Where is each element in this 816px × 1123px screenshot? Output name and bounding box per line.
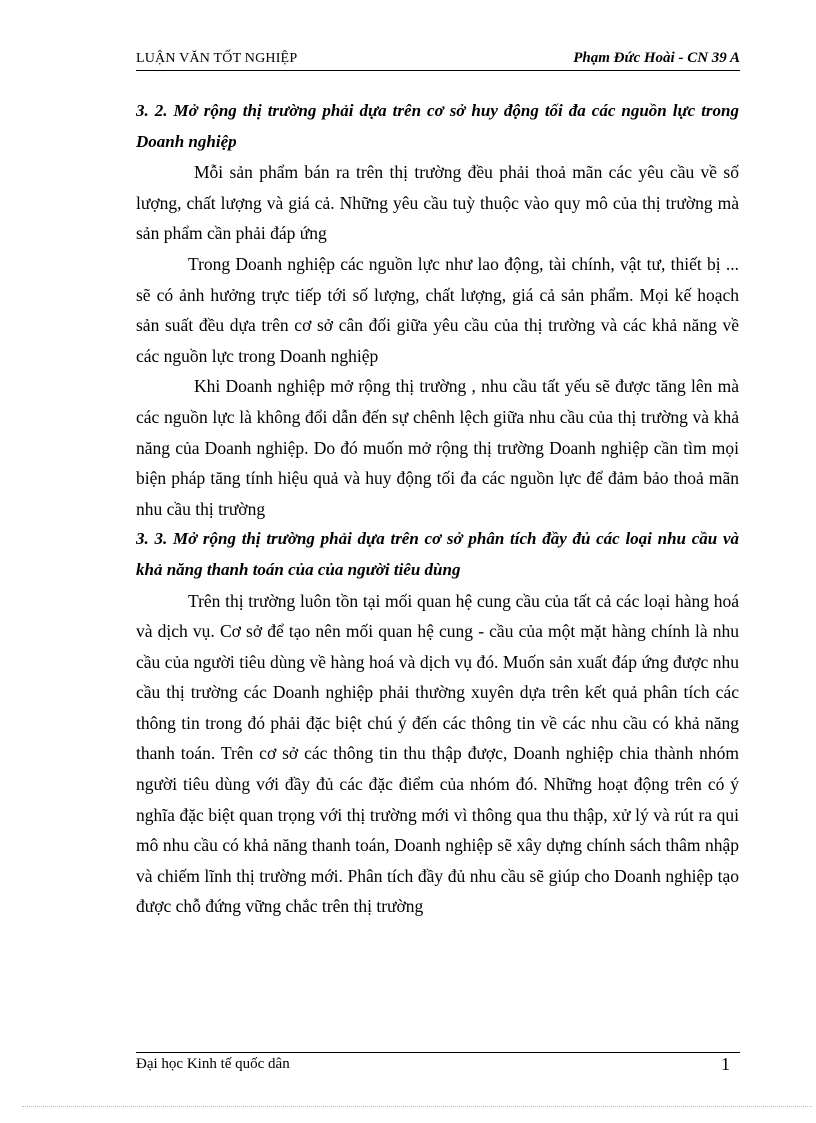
paragraph: Trên thị trường luôn tồn tại mối quan hệ cung cầu của tất cả các loại hàng hoá và dịch vụ. Cơ sở để tạo nên mối quan hệ cung - cầu của một mặt hàng chính là nhu cầu của người tiêu dùng về hàng hoá và dịch vụ đó. Muốn sản xuất đáp ứng được nhu cầu thị trường các Doanh nghiệp phải thường xuyên dựa trên kết quả phân tích các thông tin trong đó phải đặc biệt chú ý đến các thông tin về các nhu cầu có khả năng thanh toán. Trên cơ sở các thông tin thu thập được, Doanh nghiệp chia thành nhóm người tiêu dùng với đầy đủ các đặc điểm của nhóm đó. Những hoạt động trên có ý nghĩa đặc biệt quan trọng với thị trường mới vì thông qua thu thập, xử lý và rút ra qui mô nhu cầu có khả năng thanh toán, Doanh nghiệp sẽ xây dựng chính sách thâm nhập và chiếm lĩnh thị trường mới. Phân tích đầy đủ nhu cầu sẽ giúp cho Doanh nghiệp tạo được chỗ đứng vững chắc trên thị trường — [136, 590, 739, 917]
section-heading-3-2: 3. 2. Mở rộng thị trường phải dựa trên cơ sở huy động tối đa các nguồn lực trong Doanh nghiệp — [136, 101, 739, 151]
footer-institution: Đại học Kinh tế quốc dân — [136, 1056, 290, 1072]
paragraph: Khi Doanh nghiệp mở rộng thị trường , nhu cầu tất yếu sẽ được tăng lên mà các nguồn lực là không đổi dẫn đến sự chênh lệch giữa nhu cầu của thị trường và khả năng của Doanh nghiệp. Do đó muốn mở rộng thị trường Doanh nghiệp cần tìm mọi biện pháp tăng tính hiệu quả và huy động tối đa các nguồn lực để đảm bảo thoả mãn nhu cầu thị trường — [136, 376, 739, 519]
page-number: 1 — [721, 1054, 730, 1074]
paragraph: Mỗi sản phẩm bán ra trên thị trường đều phải thoả mãn các yêu cầu về số lượng, chất lượng và giá cả. Những yêu cầu tuỳ thuộc vào quy mô của thị trường mà sản phẩm cần phải đáp ứng — [136, 162, 739, 244]
header-title: LUẬN VĂN TỐT NGHIỆP — [136, 51, 298, 66]
page-content — [136, 96, 739, 922]
header-author: Phạm Đức Hoài - CN 39 A — [573, 50, 740, 66]
page-header — [136, 50, 740, 71]
paragraph: Trong Doanh nghiệp các nguồn lực như lao động, tài chính, vật tư, thiết bị ... sẽ có ảnh hưởng trực tiếp tới số lượng, chất lượng, giá cả sản phẩm. Mọi kế hoạch sản suất đều dựa trên cơ sở cân đối giữa yêu cầu của thị trường và các khả năng về các nguồn lực trong Doanh nghiệp — [136, 253, 739, 366]
section-heading-3-3: 3. 3. Mở rộng thị trường phải dựa trên cơ sở phân tích đầy đủ các loại nhu cầu và khả năng thanh toán của của người tiêu dùng — [136, 529, 739, 579]
page-bottom-divider — [22, 1106, 812, 1107]
page-footer — [136, 1052, 740, 1083]
